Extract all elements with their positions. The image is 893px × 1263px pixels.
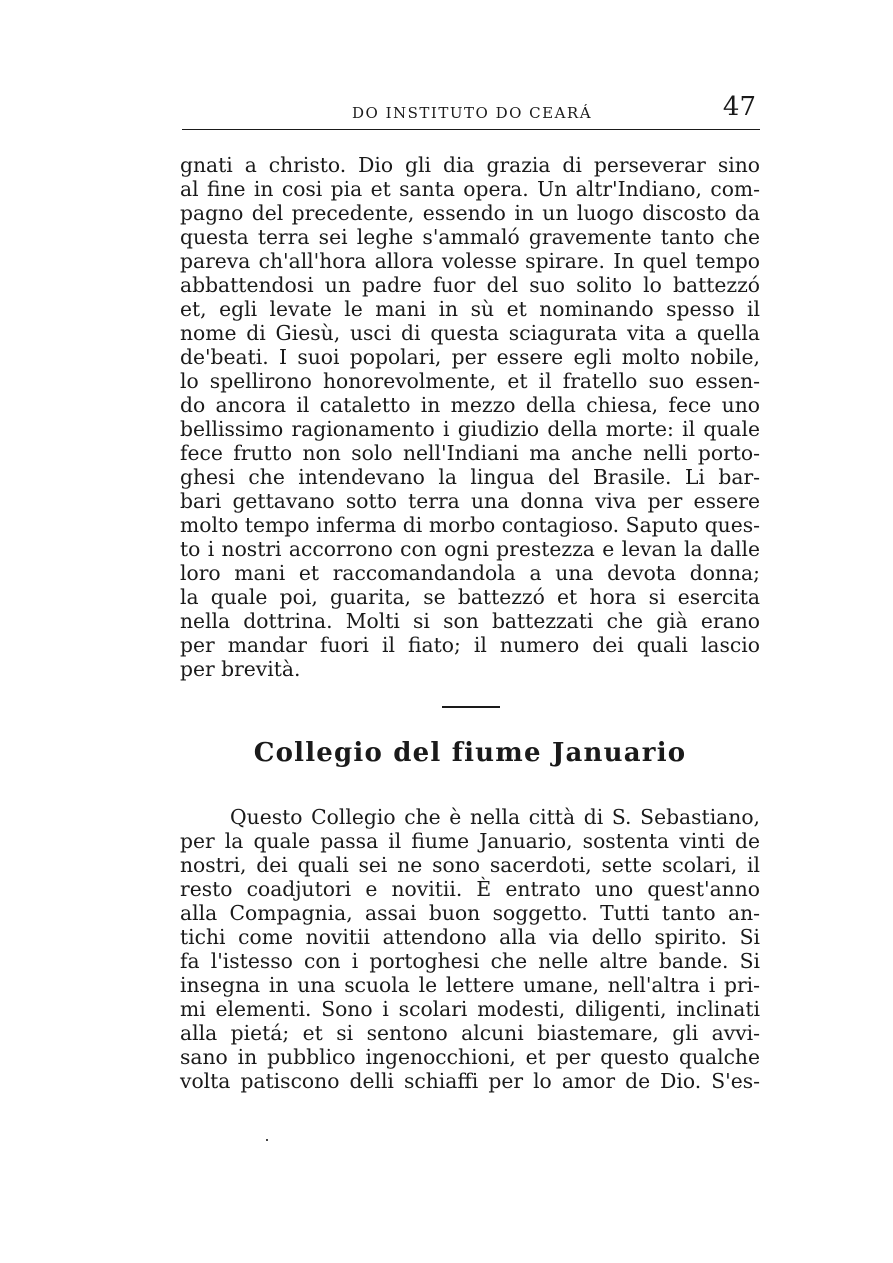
text-line: volta patiscono delli schiaffi per lo amor de Dio. S'es- (180, 1069, 760, 1093)
section-separator (442, 706, 500, 708)
header-rule (182, 129, 760, 130)
text-line: mi elementi. Sono i scolari modesti, diligenti, inclinati (180, 997, 760, 1021)
text-line: pagno del precedente, essendo in un luogo discosto da (180, 201, 760, 225)
text-line: et, egli levate le mani in sù et nominando spesso il (180, 297, 760, 321)
text-line: resto coadjutori e novitii. È entrato uno quest'anno (180, 877, 760, 901)
text-line: to i nostri accorrono con ogni prestezza e levan la dalle (180, 537, 760, 561)
paragraph-1 (180, 153, 760, 681)
page-number: 47 (722, 92, 756, 122)
running-header (182, 92, 760, 132)
text-line: nella dottrina. Molti si son battezzati che già erano (180, 609, 760, 633)
text-line: pareva ch'all'hora allora volesse spirare. In quel tempo (180, 249, 760, 273)
text-line: sano in pubblico ingenocchioni, et per questo qualche (180, 1045, 760, 1069)
text-line: per mandar fuori il fiato; il numero dei quali lascio (180, 633, 760, 657)
text-line: nome di Giesù, usci di questa sciagurata vita a quella (180, 321, 760, 345)
text-line: fece frutto non solo nell'Indiani ma anche nelli porto- (180, 441, 760, 465)
text-line: de'beati. I suoi popolari, per essere egli molto nobile, (180, 345, 760, 369)
text-line: alla Compagnia, assai buon soggetto. Tutti tanto an- (180, 901, 760, 925)
section-heading: Collegio del fiume Januario (253, 738, 687, 768)
text-line: la quale poi, guarita, se battezzó et hora si esercita (180, 585, 760, 609)
text-line: insegna in una scuola le lettere umane, nell'altra i pri- (180, 973, 760, 997)
text-line: alla pietá; et si sentono alcuni biastemare, gli avvi- (180, 1021, 760, 1045)
paragraph-2 (180, 805, 760, 1093)
text-line: do ancora il cataletto in mezzo della chiesa, fece uno (180, 393, 760, 417)
header-title: DO INSTITUTO DO CEARÁ (352, 104, 593, 122)
text-line: molto tempo inferma di morbo contagioso. Saputo ques- (180, 513, 760, 537)
text-line: ghesi che intendevano la lingua del Brasile. Li bar- (180, 465, 760, 489)
text-line: fa l'istesso con i portoghesi che nelle altre bande. Si (180, 949, 760, 973)
text-line: per brevità. (180, 657, 301, 681)
text-line: questa terra sei leghe s'ammaló gravemente tanto che (180, 225, 760, 249)
text-line: abbattendosi un padre fuor del suo solito lo battezzó (180, 273, 760, 297)
text-line: loro mani et raccomandandola a una devota donna; (180, 561, 760, 585)
text-line: lo spellirono honorevolmente, et il fratello suo essen- (180, 369, 760, 393)
text-line: bari gettavano sotto terra una donna viva per essere (180, 489, 760, 513)
text-line: per la quale passa il fiume Januario, sostenta vinti de (180, 829, 760, 853)
scan-speck (266, 1139, 268, 1141)
text-line: gnati a christo. Dio gli dia grazia di perseverar sino (180, 153, 760, 177)
text-line: bellissimo ragionamento i giudizio della morte: il quale (180, 417, 760, 441)
text-line: nostri, dei quali sei ne sono sacerdoti, sette scolari, il (180, 853, 760, 877)
text-line: al fine in cosi pia et santa opera. Un altr'Indiano, com- (180, 177, 760, 201)
text-line: Questo Collegio che è nella città di S. Sebastiano, (230, 805, 760, 829)
text-line: tichi come novitii attendono alla via dello spirito. Si (180, 925, 760, 949)
